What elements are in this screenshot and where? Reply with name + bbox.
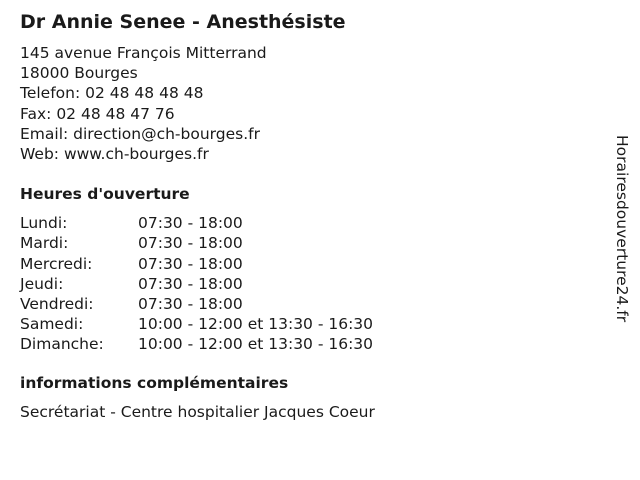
hours-row-friday xyxy=(20,294,600,314)
day-label: Jeudi: xyxy=(20,274,64,293)
time-range: 07:30 - 18:00 xyxy=(138,234,243,253)
address-street: 145 avenue François Mitterrand xyxy=(20,44,267,62)
time-range: 07:30 - 18:00 xyxy=(138,295,243,314)
opening-hours-heading: Heures d'ouverture xyxy=(20,185,190,204)
time-range: 07:30 - 18:00 xyxy=(138,274,243,293)
day-label: Mardi: xyxy=(20,234,69,253)
hours-row-saturday xyxy=(20,314,600,334)
day-label: Samedi: xyxy=(20,315,84,334)
address-city: 18000 Bourges xyxy=(20,64,138,83)
fax-number: Fax: 02 48 48 47 76 xyxy=(20,104,175,123)
hours-row-wednesday xyxy=(20,254,600,274)
opening-hours-table xyxy=(20,213,600,354)
time-range: 07:30 - 18:00 xyxy=(138,254,243,273)
page-title: Dr Annie Senee - Anesthésiste xyxy=(20,11,346,33)
day-label: Lundi: xyxy=(20,214,68,233)
additional-info-heading: informations complémentaires xyxy=(20,373,289,392)
hours-row-tuesday xyxy=(20,233,600,253)
hours-row-thursday xyxy=(20,274,600,294)
hours-row-monday xyxy=(20,213,600,233)
contact-block xyxy=(20,43,600,164)
additional-info-text: Secrétariat - Centre hospitalier Jacques Coeur xyxy=(20,402,375,421)
time-range: 10:00 - 12:00 et 13:30 - 16:30 xyxy=(138,315,374,334)
listing-card xyxy=(20,10,600,422)
time-range: 07:30 - 18:00 xyxy=(138,214,243,233)
site-watermark-label: Horairesdouverture24.fr xyxy=(613,135,631,323)
email-address: Email: direction@ch-bourges.fr xyxy=(20,124,260,143)
day-label: Mercredi: xyxy=(20,254,93,273)
hours-row-sunday xyxy=(20,334,600,354)
website: Web: www.ch-bourges.fr xyxy=(20,145,209,164)
time-range: 10:00 - 12:00 et 13:30 - 16:30 xyxy=(138,335,374,354)
day-label: Dimanche: xyxy=(20,335,104,354)
day-label: Vendredi: xyxy=(20,295,94,314)
phone-number: Telefon: 02 48 48 48 48 xyxy=(20,84,204,103)
